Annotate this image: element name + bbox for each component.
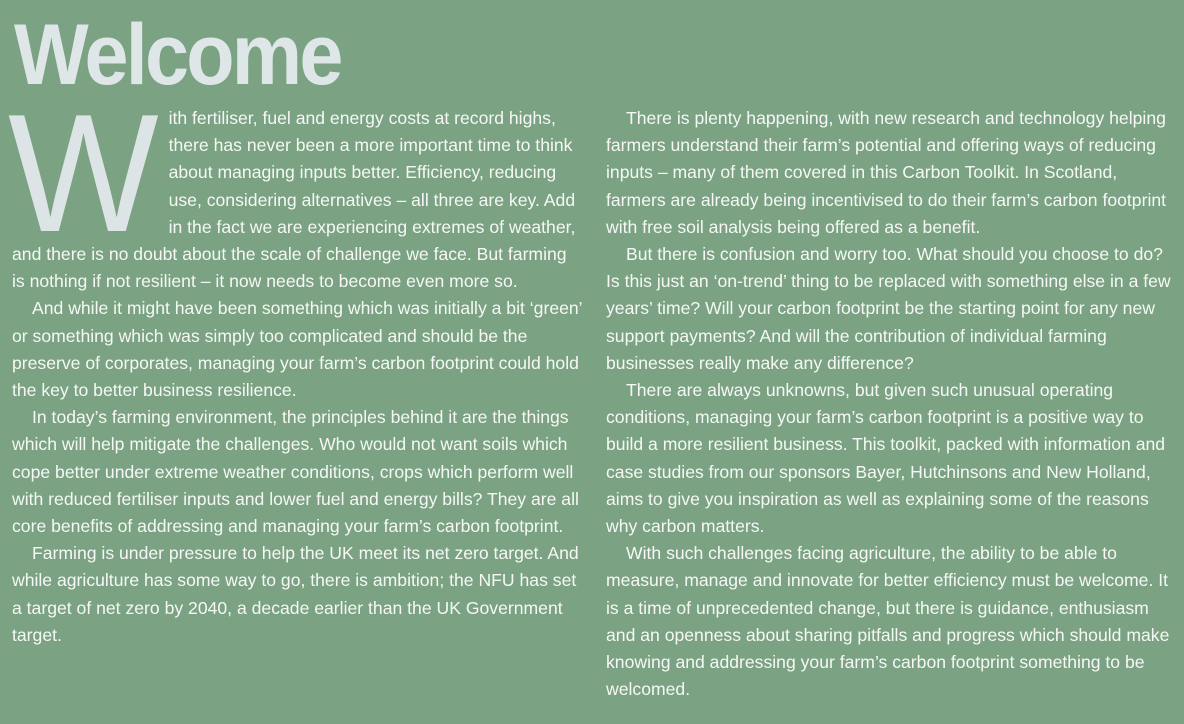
- paragraph-unknowns: There are always unknowns, but given such unusual operating conditions, managing your farm’s carbon footprint is a positive way to build a more resilient business. This toolkit, packed with information and case studies from our sponsors Bayer, Hutchinsons and New Holland, aims to give you inspiration as well as explaining some of the reasons why carbon matters.: [606, 380, 1166, 537]
- intro-paragraph: [8, 79, 584, 295]
- right-column: [606, 105, 1178, 703]
- paragraph-green-resilience: And while it might have been something which was initially a bit ‘green’ or something which was simply too complicated and should be the preserve of corporates, managing your farm’s carbon footprint could hold the key to better business resilience.: [12, 298, 582, 401]
- paragraph-research-technology: There is plenty happening, with new research and technology helping farmers understand their farm’s potential and offering ways of reducing inputs – many of them covered in this Carbon Toolkit. In Scotland, farmers are already being incentivised to do their farm’s carbon footprint with free soil analysis being offered as a benefit.: [606, 108, 1167, 237]
- paragraph-challenges: With such challenges facing agriculture, the ability to be able to measure, manage and innovate for better efficiency must be welcome. It is a time of unprecedented change, but there is guidance, enthusiasm and an openness about sharing pitfalls and progress which should make knowing and addressing your farm’s carbon footprint something to be welcomed.: [606, 543, 1170, 700]
- page-title: Welcome: [14, 7, 341, 103]
- paragraph-confusion-worry: But there is confusion and worry too. What should you choose to do? Is this just an ‘on-trend’ thing to be replaced with something else in a few years’ time? Will your carbon footprint be the starting point for any new support payments? And will the contribution of individual farming businesses really make any difference?: [606, 244, 1171, 373]
- drop-cap: W: [8, 79, 153, 267]
- paragraph-farming-environment: In today’s farming environment, the principles behind it are the things which will help mitigate the challenges. Who would not want soils which cope better under extreme weather conditions, crops which perform well with reduced fertiliser inputs and lower fuel and energy bills? They are all core benefits of addressing and managing your farm’s carbon footprint.: [12, 407, 579, 537]
- intro-paragraph-text: ith fertiliser, fuel and energy costs at record highs, there has never been a more important time to think about managing inputs better. Efficiency, reducing use, considering alternatives – all three are key. Add in the fact we are experiencing extremes of weather, and there is no doubt about the scale of challenge we face. But farming is nothing if not resilient – it now needs to become even more so.: [12, 108, 576, 292]
- left-column: [8, 79, 584, 649]
- paragraph-net-zero: Farming is under pressure to help the UK meet its net zero target. And while agriculture has some way to go, there is ambition; the NFU has set a target of net zero by 2040, a decade earlier than the UK Government target.: [12, 543, 579, 645]
